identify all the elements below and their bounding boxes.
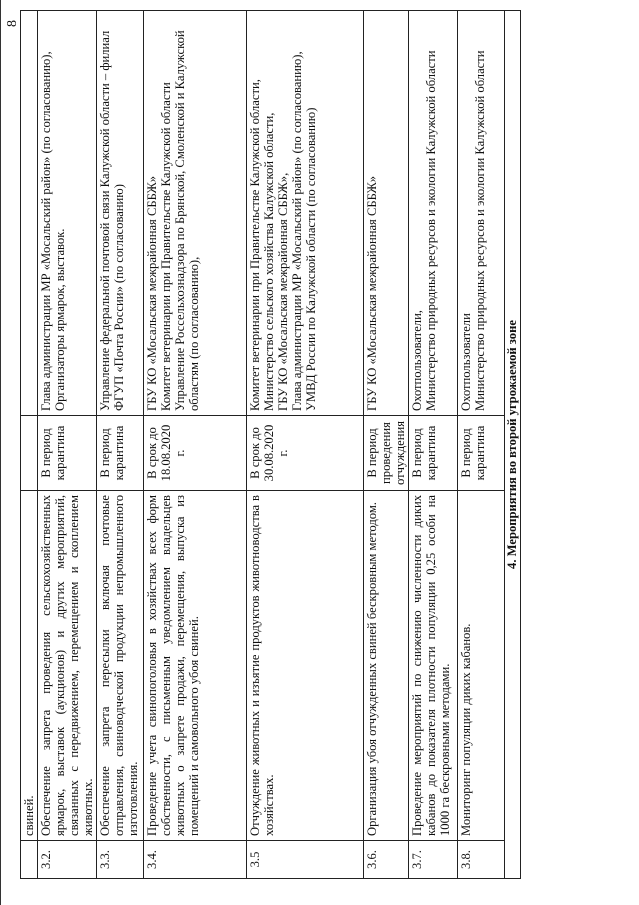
row-responsible: ГБУ КО «Мосальская межрайонная СББЖ» Комитет ветеринарии при Правительстве Калужской области Управление Россельхознадзора по Брянской, Смоленской и Калужской областям (по согласованию), (144, 11, 247, 416)
page-edge-line (0, 0, 1, 905)
row-term: В срок до 30.08.2020 г. (247, 416, 364, 491)
row-number: 3.7. (409, 841, 458, 879)
table-row (144, 11, 247, 879)
table-row (38, 11, 97, 879)
row-term: В период карантина (458, 416, 505, 491)
section-heading-row (505, 11, 521, 879)
row-number: 3.5 (247, 841, 364, 879)
row-action: Отчуждение животных и изъятие продуктов животноводства в хозяйствах. (247, 491, 364, 841)
row-responsible: Охотпользователи Министерство природных ресурсов и экологии Калужской области (458, 11, 505, 416)
row-action: Организация убоя отчужденных свиней бескровным методом. (364, 491, 409, 841)
table-row (21, 11, 38, 879)
table-row (364, 11, 409, 879)
row-term: В период проведения отчуждения (364, 416, 409, 491)
row-action: Проведение учета свинопоголовья в хозяйствах всех форм собственности, с письменным уведомлением владельцев животных о запрете продажи, перемещения, выпуска из помещений и самовольного убоя свиней. (144, 491, 247, 841)
row-responsible: Глава администрации МР «Мосальский район» (по согласованию), Организаторы ярмарок, выставок. (38, 11, 97, 416)
row-responsible: Комитет ветеринарии при Правительстве Калужской области, Министерство сельского хозяйства Калужской области, ГБУ КО «Мосальская межрайонная СББЖ», Глава администрации МР «Мосальский район» (по согласованию), УМВД России по Калужской области (по согласованию) (247, 11, 364, 416)
row-responsible (21, 11, 38, 416)
section-heading: 4. Мероприятия во второй угрожаемой зоне (505, 11, 521, 879)
row-action: Проведение мероприятий по снижению численности диких кабанов до показателя плотности популяции 0,25 особи на 1000 га бескровными методами. (409, 491, 458, 841)
row-number: 3.4. (144, 841, 247, 879)
row-term: В период карантина (97, 416, 144, 491)
row-action: свиней. (21, 491, 38, 841)
row-term: В период карантина (409, 416, 458, 491)
measures-table (20, 10, 521, 879)
table-row (247, 11, 364, 879)
row-number: 3.2. (38, 841, 97, 879)
table-row (458, 11, 505, 879)
row-responsible: Управление федеральной почтовой связи Калужской области – филиал ФГУП «Почта России» (по согласованию) (97, 11, 144, 416)
row-term (21, 416, 38, 491)
row-number: 3.3. (97, 841, 144, 879)
table-row (409, 11, 458, 879)
row-number: 3.6. (364, 841, 409, 879)
row-action: Мониторинг популяции диких кабанов. (458, 491, 505, 841)
row-responsible: Охотпользователи, Министерство природных ресурсов и экологии Калужской области (409, 11, 458, 416)
row-action: Обеспечение запрета проведения сельскохозяйственных ярмарок, выставок (аукционов) и других мероприятий, связанных с передвижением, перемещением и скоплением животных. (38, 491, 97, 841)
row-number: 3.8. (458, 841, 505, 879)
row-number (21, 841, 38, 879)
row-term: В период карантина (38, 416, 97, 491)
row-responsible: ГБУ КО «Мосальская межрайонная СББЖ» (364, 11, 409, 416)
table-row (97, 11, 144, 879)
page-number: 8 (5, 20, 20, 27)
row-action: Обеспечение запрета пересылки включая почтовые отправления, свиноводческой продукции непромышленного изготовления. (97, 491, 144, 841)
row-term: В срок до 18.08.2020 г. (144, 416, 247, 491)
